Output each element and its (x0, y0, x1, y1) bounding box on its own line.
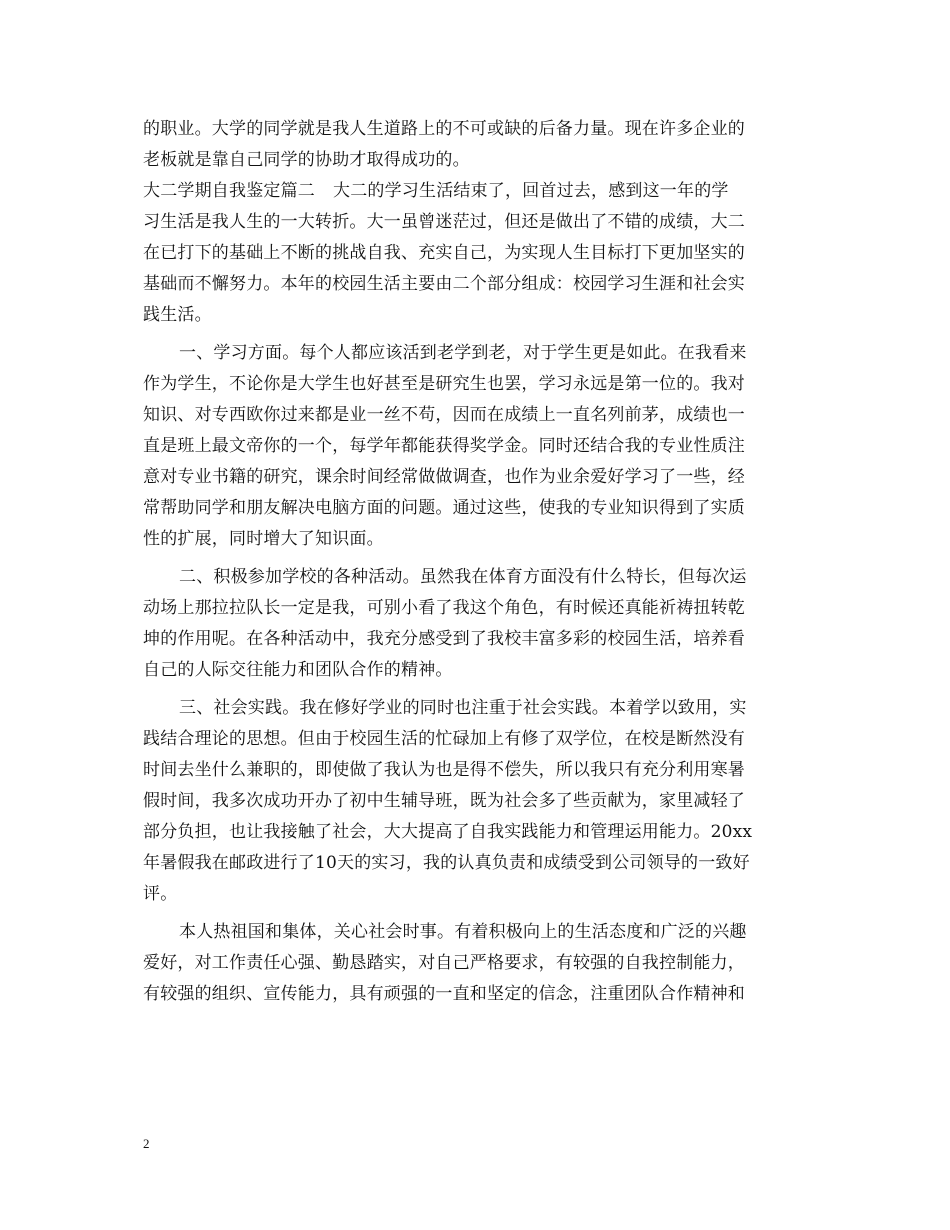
text-line: 践生活。 (143, 305, 212, 325)
text-line: 作为学生，不论你是大学生也好甚至是研究生也罢，学习永远是第一位的。我对 (143, 374, 745, 394)
text-line: 评。 (143, 884, 178, 904)
text-line: 部分负担，也让我接触了社会，大大提高了自我实践能力和管理运用能力。20xx (143, 822, 753, 842)
text-line: 有较强的组织、宣传能力，具有顽强的一直和坚定的信念，注重团队合作精神和 (143, 984, 745, 1004)
text-line: 常帮助同学和朋友解决电脑方面的问题。通过这些，使我的专业知识得到了实质 (143, 498, 745, 518)
text-span: 大二的学习生活结束了，回首过去，感到这一年的学 (333, 181, 729, 201)
text-line: 坤的作用呢。在各种活动中，我充分感受到了我校丰富多彩的校园生活，培养看 (143, 629, 745, 649)
paragraph (143, 338, 813, 555)
paragraph (143, 176, 813, 331)
text-line: 基础而不懈努力。本年的校园生活主要由二个部分组成：校园学习生涯和社会实 (143, 274, 745, 294)
text-line: 一、学习方面。每个人都应该活到老学到老，对于学生更是如此。在我看来 (179, 343, 747, 363)
text-line: 直是班上最文帝你的一个，每学年都能获得奖学金。同时还结合我的专业性质注 (143, 436, 745, 456)
text-line: 性的扩展，同时增大了知识面。 (143, 529, 384, 549)
paragraph (143, 917, 813, 1010)
paragraph (143, 693, 813, 910)
paragraph (143, 114, 813, 176)
text-line: 爱好，对工作责任心强、勤恳踏实，对自己严格要求，有较强的自我控制能力， (143, 953, 745, 973)
text-line: 动场上那拉拉队长一定是我，可别小看了我这个角色，有时候还真能祈祷扭转乾 (143, 598, 745, 618)
text-line: 意对专业书籍的研究，课余时间经常做做调查，也作为业余爱好学习了一些，经 (143, 467, 745, 487)
page-number: 2 (143, 1136, 150, 1151)
text-line: 知识、对专西欧你过来都是业一丝不苟，因而在成绩上一直名列前茅，成绩也一 (143, 405, 745, 425)
text-line (143, 176, 813, 207)
text-line: 习生活是我人生的一大转折。大一虽曾迷茫过，但还是做出了不错的成绩，大二 (143, 212, 745, 232)
section-heading: 大二学期自我鉴定篇二 (143, 181, 315, 201)
text-line: 时间去坐什么兼职的，即使做了我认为也是得不偿失，所以我只有充分利用寒暑 (143, 760, 745, 780)
paragraph (143, 562, 813, 686)
text-line: 本人热祖国和集体，关心社会时事。有着积极向上的生活态度和广泛的兴趣 (179, 922, 747, 942)
document-body (143, 114, 813, 1010)
text-line: 在已打下的基础上不断的挑战自我、充实自己，为实现人生目标打下更加坚实的 (143, 243, 745, 263)
text-line: 老板就是靠自己同学的协助才取得成功的。 (143, 150, 470, 170)
text-line: 自己的人际交往能力和团队合作的精神。 (143, 660, 453, 680)
text-line: 假时间，我多次成功开办了初中生辅导班，既为社会多了些贡献为，家里减轻了 (143, 791, 745, 811)
text-line: 二、积极参加学校的各种活动。虽然我在体育方面没有什么特长，但每次运 (179, 567, 747, 587)
text-line: 的职业。大学的同学就是我人生道路上的不可或缺的后备力量。现在许多企业的 (143, 119, 745, 139)
text-line: 践结合理论的思想。但由于校园生活的忙碌加上有修了双学位，在校是断然没有 (143, 729, 745, 749)
text-line: 年暑假我在邮政进行了10天的实习，我的认真负责和成绩受到公司领导的一致好 (143, 853, 750, 873)
text-line: 三、社会实践。我在修好学业的同时也注重于社会实践。本着学以致用，实 (179, 698, 747, 718)
